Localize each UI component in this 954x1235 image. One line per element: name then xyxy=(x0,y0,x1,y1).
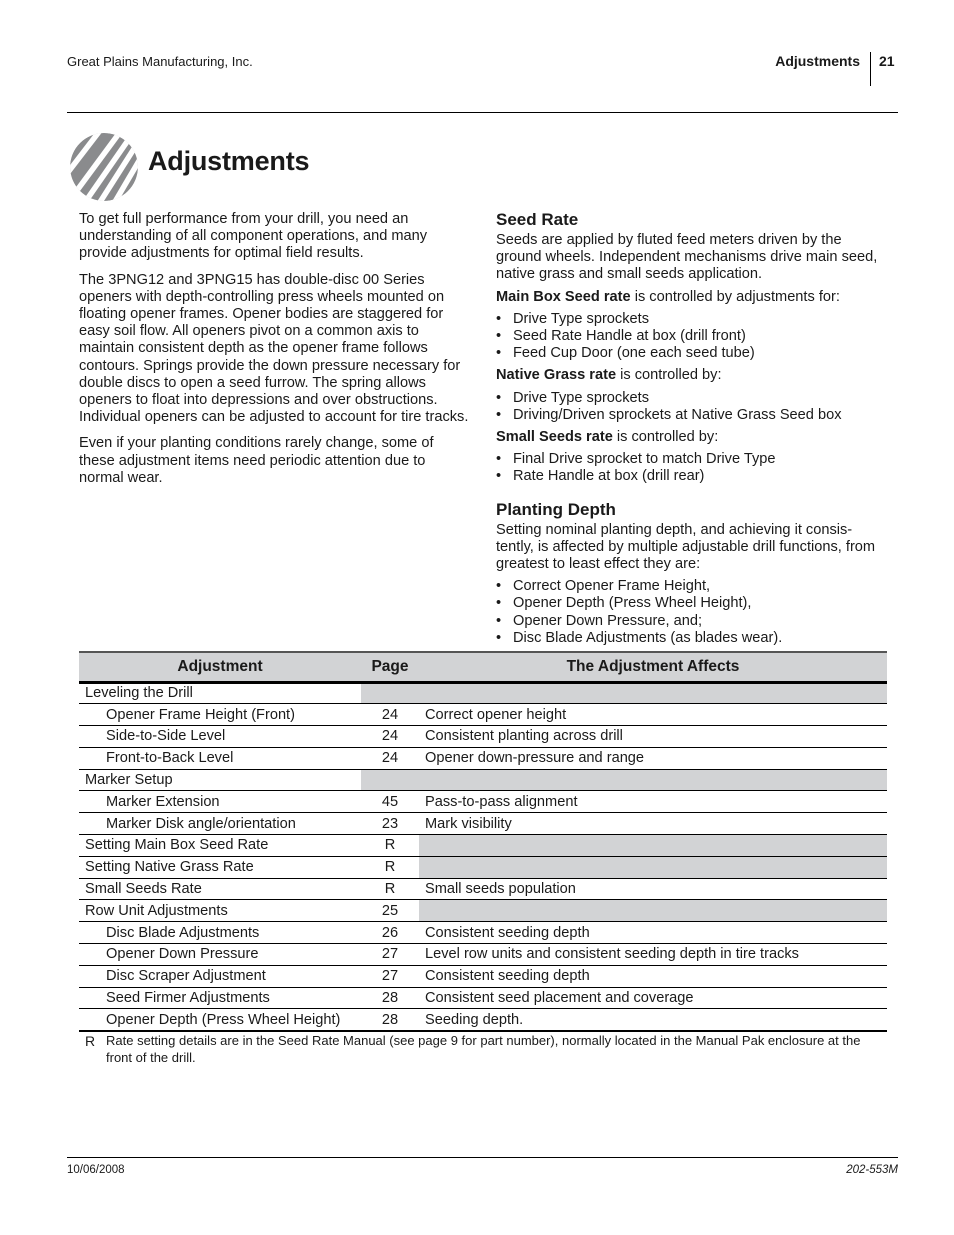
list-item: • Opener Down Pressure, and; xyxy=(496,612,703,629)
company-name: Great Plains Manufacturing, Inc. xyxy=(67,54,253,69)
cell-affects xyxy=(419,856,887,878)
list-item: • Drive Type sprockets xyxy=(496,310,649,327)
seed-rate-intro: Seeds are applied by fluted feed meters driven by the ground wheels. Independent mechanisms drive main seed, native grass and small seeds application. xyxy=(496,232,878,283)
column-header-adjustment: Adjustment xyxy=(79,652,361,682)
small-seeds-desc: is controlled by: xyxy=(612,429,719,446)
small-seeds-list xyxy=(496,451,888,485)
cell-adjustment: Opener Frame Height (Front) xyxy=(79,704,361,726)
cell-adjustment: Disc Blade Adjustments xyxy=(79,922,361,944)
cell-affects: Level row units and consistent seeding depth in tire tracks xyxy=(419,944,887,966)
cell-page xyxy=(361,769,419,791)
adjustments-table xyxy=(79,651,887,1032)
cell-adjustment: Opener Depth (Press Wheel Height) xyxy=(79,1009,361,1031)
cell-page: 28 xyxy=(361,1009,419,1031)
cell-page: 27 xyxy=(361,965,419,987)
cell-page xyxy=(361,682,419,704)
table-row xyxy=(79,747,887,769)
table-row xyxy=(79,704,887,726)
table-row xyxy=(79,835,887,857)
cell-adjustment: Setting Main Box Seed Rate xyxy=(79,835,361,857)
header-rule xyxy=(67,112,898,113)
cell-page: 24 xyxy=(361,726,419,748)
cell-adjustment: Marker Extension xyxy=(79,791,361,813)
cell-adjustment: Row Unit Adjustments xyxy=(79,900,361,922)
list-item: • Correct Opener Frame Height, xyxy=(496,578,711,595)
native-grass-label: Native Grass rate xyxy=(496,367,617,384)
native-grass-desc: is controlled by: xyxy=(616,367,722,384)
cell-adjustment: Front-to-Back Level xyxy=(79,747,361,769)
native-grass-text xyxy=(496,367,888,384)
footer-doc-number: 202-553M xyxy=(846,1164,898,1176)
cell-adjustment: Marker Disk angle/orientation xyxy=(79,813,361,835)
planting-depth-list xyxy=(496,578,888,647)
cell-affects: Pass-to-pass alignment xyxy=(419,791,887,813)
cell-adjustment: Seed Firmer Adjustments xyxy=(79,987,361,1009)
table-row xyxy=(79,900,887,922)
small-seeds-text xyxy=(496,429,888,446)
table-row xyxy=(79,682,887,704)
cell-adjustment: Disc Scraper Adjustment xyxy=(79,965,361,987)
intro-column xyxy=(79,211,471,496)
list-item: • Driving/Driven sprockets at Native Grass Seed box xyxy=(496,406,842,423)
table-row xyxy=(79,1009,887,1031)
cell-affects: Correct opener height xyxy=(419,704,887,726)
table-row xyxy=(79,791,887,813)
cell-affects xyxy=(419,682,887,704)
intro-paragraph: To get full performance from your drill, you need an understanding of all component operations, and many provide adjustments for optimal field results. xyxy=(79,211,428,262)
column-header-affects: The Adjustment Affects xyxy=(419,652,887,682)
table-row xyxy=(79,769,887,791)
footer-date: 10/06/2008 xyxy=(67,1164,125,1176)
planting-depth-heading: Planting Depth xyxy=(496,499,616,519)
cell-page: 45 xyxy=(361,791,419,813)
list-item: • Drive Type sprockets xyxy=(496,389,649,406)
cell-adjustment: Small Seeds Rate xyxy=(79,878,361,900)
column-header-page: Page xyxy=(361,652,419,682)
cell-adjustment: Setting Native Grass Rate xyxy=(79,856,361,878)
cell-affects: Small seeds population xyxy=(419,878,887,900)
table-row xyxy=(79,813,887,835)
cell-page: 24 xyxy=(361,747,419,769)
cell-page: 28 xyxy=(361,987,419,1009)
footnote-text: Rate setting details are in the Seed Rate Manual (see page 9 for part number), normally located in the Manual Pak enclosure at the front of the drill. xyxy=(106,1033,861,1065)
cell-adjustment: Marker Setup xyxy=(79,769,361,791)
table-row xyxy=(79,878,887,900)
cell-adjustment: Leveling the Drill xyxy=(79,682,361,704)
cell-affects: Consistent seed placement and coverage xyxy=(419,987,887,1009)
list-item: • Opener Depth (Press Wheel Height), xyxy=(496,595,752,612)
cell-affects: Opener down-pressure and range xyxy=(419,747,887,769)
list-item: • Final Drive sprocket to match Drive Type xyxy=(496,451,776,468)
planting-depth-intro: Setting nominal planting depth, and achieving it consis-tently, is affected by multiple adjustable drill functions, from greatest to least effect they are: xyxy=(496,521,876,573)
table-row xyxy=(79,726,887,748)
cell-affects xyxy=(419,835,887,857)
footer-rule xyxy=(67,1157,898,1158)
native-grass-list xyxy=(496,390,888,424)
wear-paragraph: Even if your planting conditions rarely change, some of these adjustment items need periodic attention due to normal wear. xyxy=(79,435,434,486)
table-footnote xyxy=(79,1033,889,1066)
right-column xyxy=(496,210,888,652)
main-box-text xyxy=(496,289,888,306)
header-divider xyxy=(870,52,871,86)
cell-affects: Consistent seeding depth xyxy=(419,922,887,944)
cell-page: R xyxy=(361,878,419,900)
striped-circle-logo-icon xyxy=(69,132,139,202)
openers-paragraph: The 3PNG12 and 3PNG15 has double-disc 00 Series openers with depth-controlling press wheels mounted on floating opener frames. Opener bodies are staggered for easy soil flow. All openers pivot on a common axis to maintain consistent depth as the opener frame follows contours. Springs provide the down pressure necessary for double discs to open a seed furrow. The spring allows openers to float into depressions and over obstructions. Individual openers can be adjusted to account for tire tracks. xyxy=(79,271,469,426)
cell-affects: Mark visibility xyxy=(419,813,887,835)
list-item: • Disc Blade Adjustments (as blades wear). xyxy=(496,629,783,646)
page-number: 21 xyxy=(879,53,895,69)
cell-affects xyxy=(419,769,887,791)
cell-affects: Consistent seeding depth xyxy=(419,965,887,987)
table-header-row xyxy=(79,652,887,682)
cell-page: 24 xyxy=(361,704,419,726)
cell-page: 23 xyxy=(361,813,419,835)
cell-adjustment: Opener Down Pressure xyxy=(79,944,361,966)
page-title: Adjustments xyxy=(148,146,310,176)
cell-affects: Seeding depth. xyxy=(419,1009,887,1031)
table-body xyxy=(79,682,887,1031)
table-row xyxy=(79,856,887,878)
cell-affects xyxy=(419,900,887,922)
cell-affects: Consistent planting across drill xyxy=(419,726,887,748)
table-row xyxy=(79,922,887,944)
list-item: • Rate Handle at box (drill rear) xyxy=(496,468,705,485)
table-row xyxy=(79,944,887,966)
main-box-desc: is controlled by adjustments for: xyxy=(630,288,840,305)
cell-page: 26 xyxy=(361,922,419,944)
list-item: • Feed Cup Door (one each seed tube) xyxy=(496,345,755,362)
list-item: • Seed Rate Handle at box (drill front) xyxy=(496,328,746,345)
table-row xyxy=(79,965,887,987)
cell-page: 25 xyxy=(361,900,419,922)
cell-adjustment: Side-to-Side Level xyxy=(79,726,361,748)
seed-rate-heading: Seed Rate xyxy=(496,210,579,229)
cell-page: R xyxy=(361,856,419,878)
section-name: Adjustments xyxy=(775,53,860,69)
table-row xyxy=(79,987,887,1009)
cell-page: 27 xyxy=(361,944,419,966)
main-box-list xyxy=(496,311,888,363)
footnote-mark: R xyxy=(85,1033,96,1049)
main-box-label: Main Box Seed rate xyxy=(496,288,631,305)
cell-page: R xyxy=(361,835,419,857)
small-seeds-label: Small Seeds rate xyxy=(496,429,613,446)
